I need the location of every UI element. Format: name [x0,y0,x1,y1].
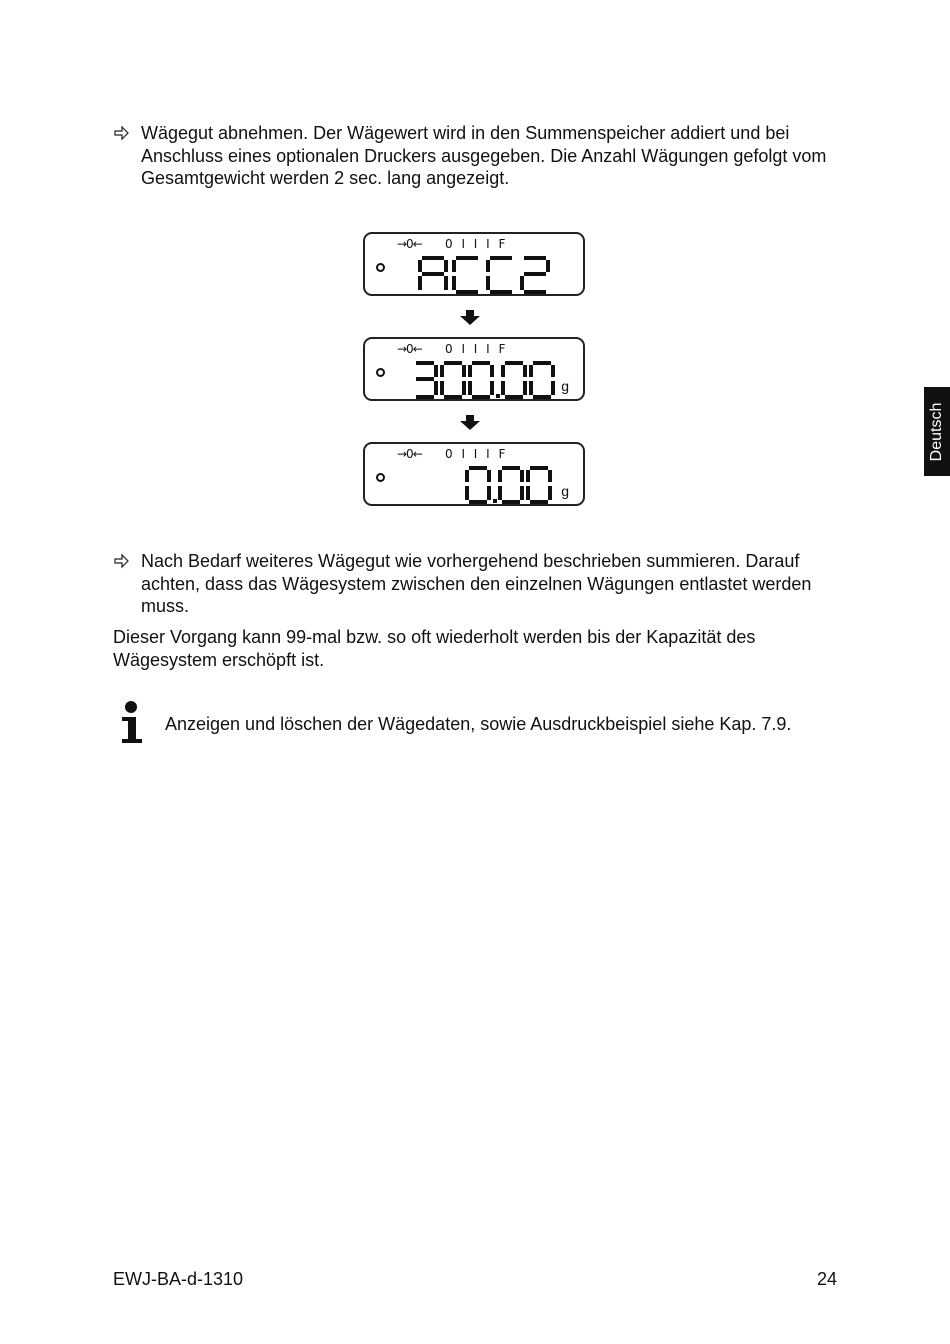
info-icon [118,701,148,745]
display-reading [365,353,587,401]
hollow-arrow-icon [113,122,131,144]
instruction-step [113,122,843,190]
language-tab [924,387,950,476]
step-text: Wägegut abnehmen. Der Wägewert wird in den Summenspeicher addiert und bei Anschluss eines optionalen Druckers ausgegeben. Die Anzahl Wägungen gefolgt vom Gesamtgewicht werden 2 sec. lang angezeigt. [141,123,827,188]
status-marks: 0 I I I F [445,237,506,251]
hollow-arrow-icon [113,550,131,572]
zero-indicator: →0← [397,237,422,251]
step-text: Nach Bedarf weiteres Wägegut wie vorhergehend beschrieben summieren. Darauf achten, dass das Wägesystem zwischen den einzelnen Wägungen entlastet werden muss. [141,551,812,616]
unit-label: g [561,483,569,499]
language-tab-label: Deutsch [928,402,945,461]
down-arrow-icon [460,310,480,325]
instruction-step [113,550,843,618]
note-text: Anzeigen und löschen der Wägedaten, sowie Ausdruckbeispiel siehe Kap. 7.9. [165,714,792,734]
scale-display [363,232,585,296]
footer-page-number: 24 [816,1269,837,1289]
display-reading [365,248,587,296]
status-marks: 0 I I I F [445,447,506,461]
zero-indicator: →0← [397,342,422,356]
unit-label: g [561,378,569,394]
scale-display [363,442,585,506]
status-marks: 0 I I I F [445,342,506,356]
zero-indicator: →0← [397,447,422,461]
body-paragraph: Dieser Vorgang kann 99-mal bzw. so oft wiederholt werden bis der Kapazität des Wägesystem erschöpft ist. [113,627,756,670]
scale-display [363,337,585,401]
footer-doc-id: EWJ-BA-d-1310 [113,1269,244,1289]
display-reading [365,458,587,506]
down-arrow-icon [460,415,480,430]
